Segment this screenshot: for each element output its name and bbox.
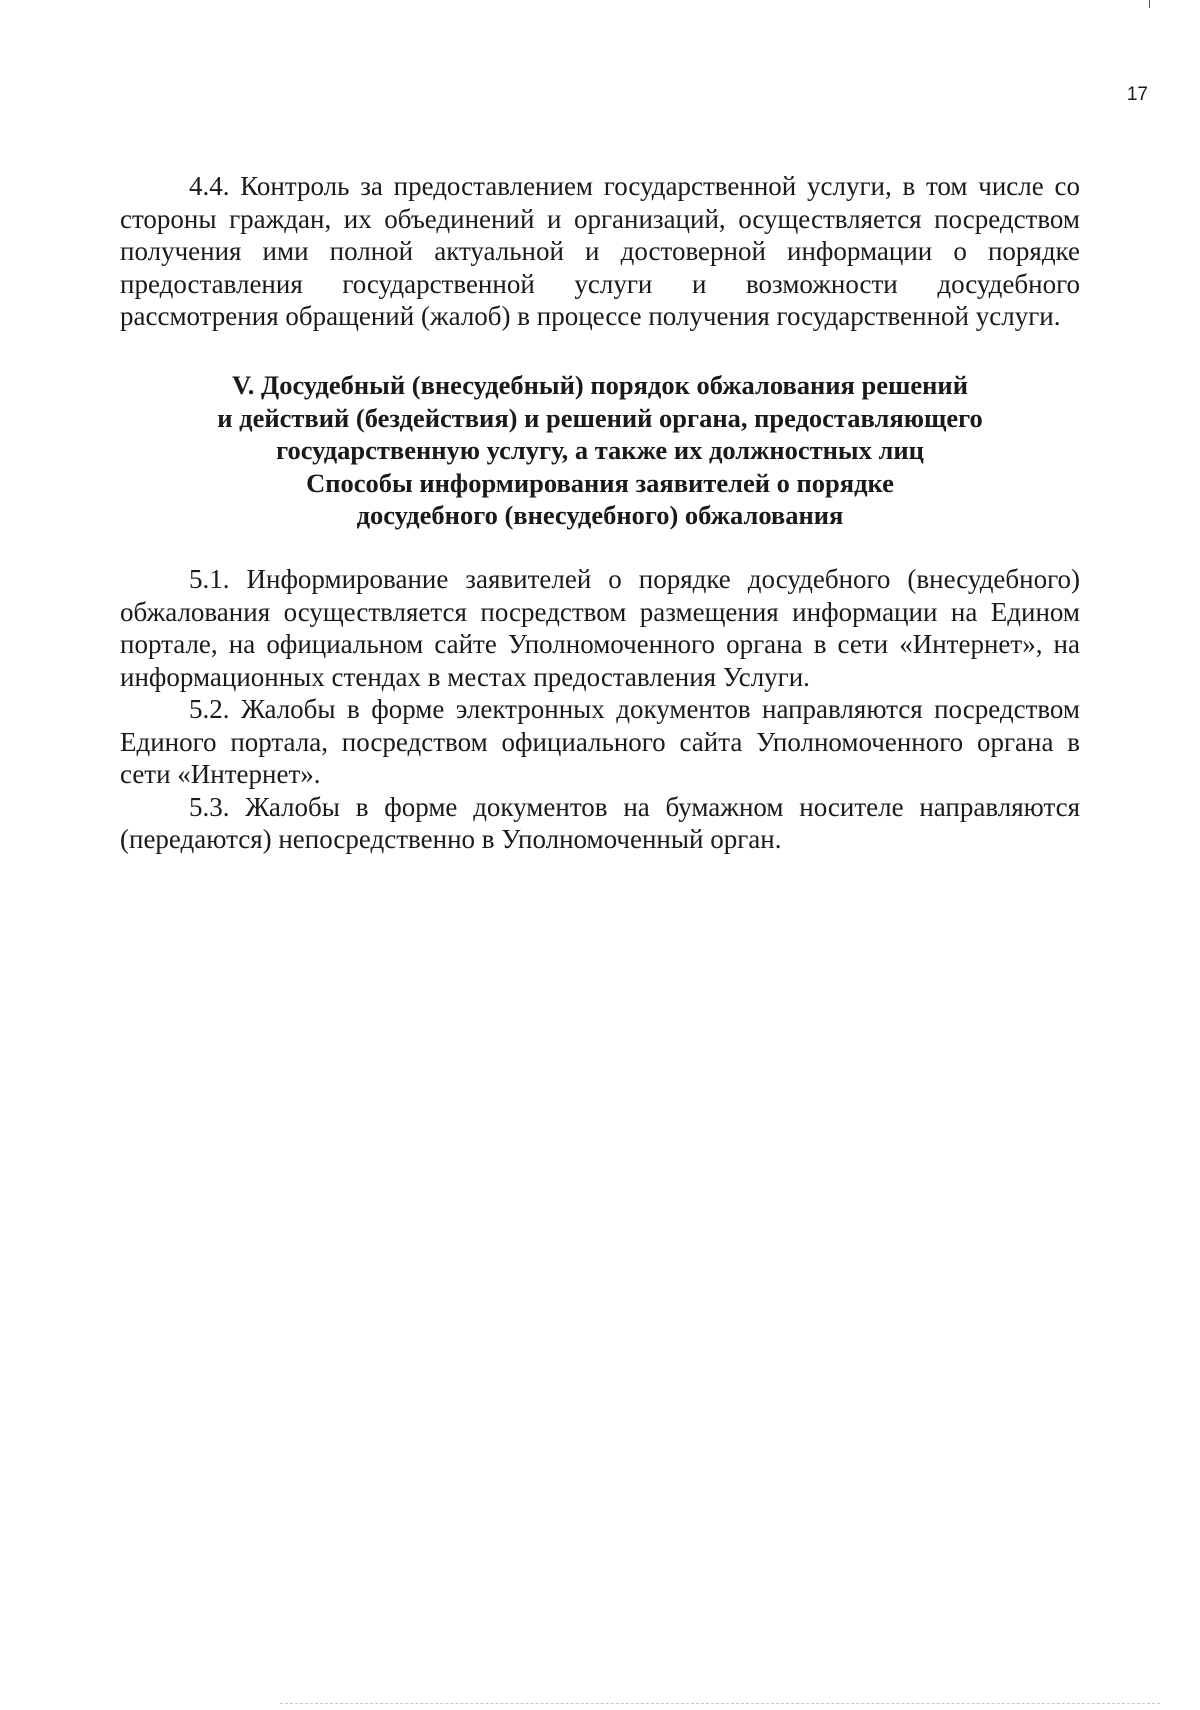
paragraph-5-3: 5.3. Жалобы в форме документов на бумажном носителе направляются (передаются) непосредственно в Уполномоченный орган.	[120, 791, 1080, 854]
paragraph-5-1: 5.1. Информирование заявителей о порядке досудебного (внесудебного) обжалования осуществляется посредством размещения информации на Едином портале, на официальном сайте Уполномоченного органа в сети «Интернет», на информационных стендах в местах предоставления Услуги.	[120, 564, 1080, 692]
paragraph-5-2: 5.2. Жалобы в форме электронных документов направляются посредством Единого портала, посредством официального сайта Уполномоченного органа в сети «Интернет».	[120, 694, 1080, 789]
scan-edge-mark	[1149, 0, 1150, 8]
section-heading-line: Способы информирования заявителей о порядке	[306, 467, 894, 498]
section-heading-line: V. Досудебный (внесудебный) порядок обжалования решений	[232, 370, 968, 400]
paragraph-4-4: 4.4. Контроль за предоставлением государственной услуги, в том числе со стороны граждан, их объединений и организаций, осуществляется посредством получения ими полной актуальной и достоверной информации о порядке предоставления государственной услуги и возможности досудебного рассмотрения обращений (жалоб) в процессе получения государственной услуги.	[120, 171, 1080, 331]
section-heading-line: государственную услугу, а также их должностных лиц	[276, 435, 924, 465]
section-heading-line: досудебного (внесудебного) обжалования	[356, 500, 844, 530]
paragraphs-before-heading	[120, 170, 1080, 333]
page-number: 17	[1126, 84, 1148, 105]
paragraphs-after-heading	[120, 563, 1080, 856]
scan-edge-line	[280, 1703, 1160, 1704]
section-heading	[0, 369, 1200, 532]
section-heading-line: и действий (бездействия) и решений органа, предоставляющего	[217, 402, 983, 433]
